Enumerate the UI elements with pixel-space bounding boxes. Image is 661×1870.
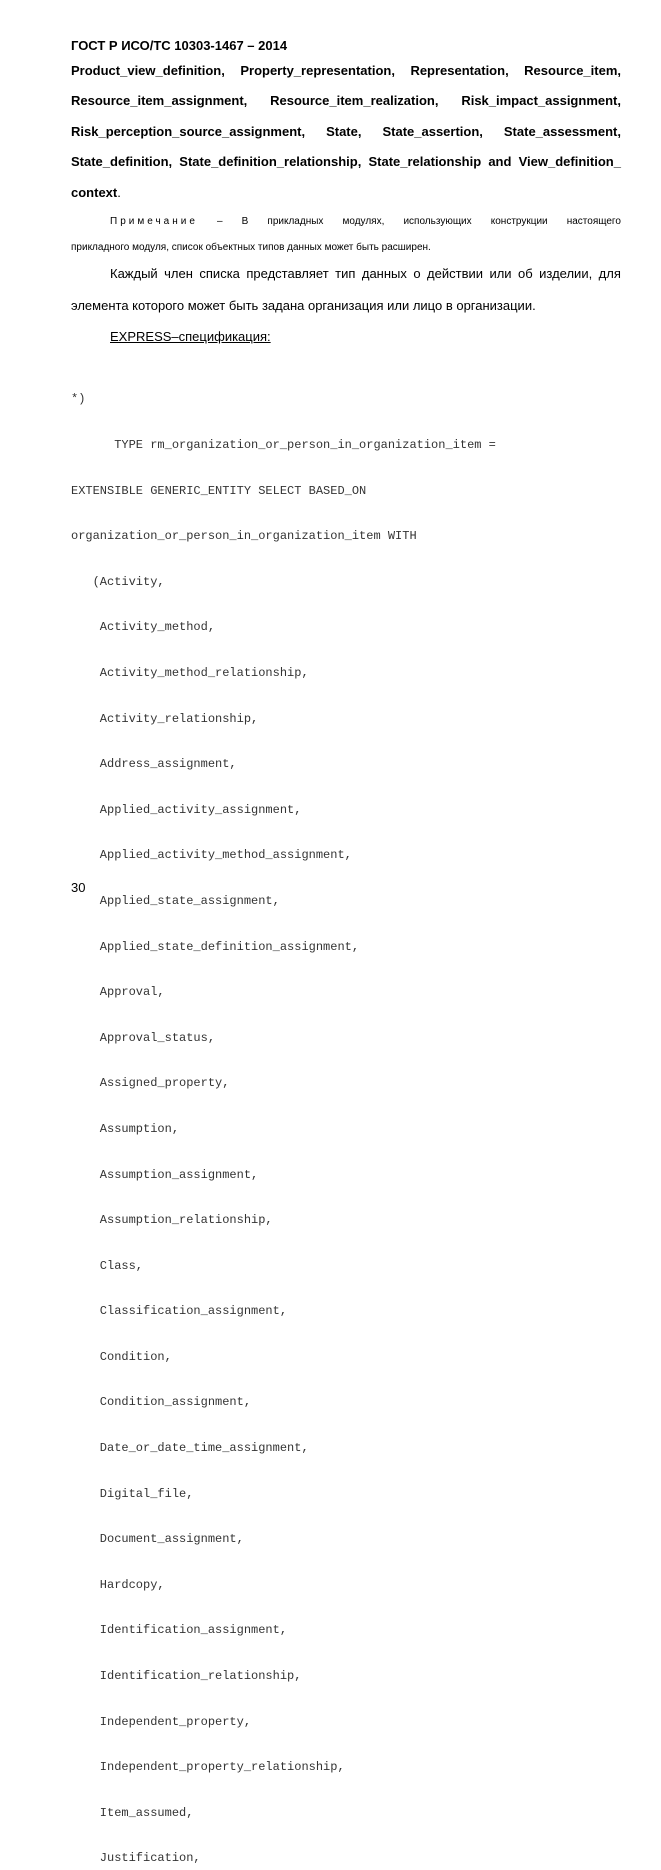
code-line: Identification_relationship,: [71, 1669, 302, 1684]
entity-word: State,: [326, 124, 362, 139]
paragraph-word: тип: [335, 266, 356, 281]
paragraph-word: для: [598, 266, 621, 281]
entity-line-1: [71, 63, 621, 79]
express-spec-heading: EXPRESS–спецификация:: [110, 329, 271, 344]
entity-line-5: [71, 185, 121, 201]
entity-word: Resource_item,: [524, 63, 621, 78]
note-word: конструкции: [490, 216, 548, 227]
code-line: Assigned_property,: [71, 1076, 230, 1091]
paragraph-word: действии: [427, 266, 483, 281]
code-line: (Activity,: [71, 574, 165, 589]
code-line: Assumption_relationship,: [71, 1213, 273, 1228]
code-line: Classification_assignment,: [71, 1304, 288, 1319]
paragraph-word: или: [489, 266, 512, 281]
entity-word: and: [488, 154, 512, 169]
note-line-1: [110, 215, 621, 228]
entity-word: State_definition_relationship,: [179, 154, 362, 169]
code-line: Hardcopy,: [71, 1577, 165, 1592]
paragraph-word: об: [518, 266, 533, 281]
entity-line-2: [71, 93, 621, 109]
code-line: organization_or_person_in_organization_item WITH: [71, 529, 417, 544]
paragraph-line-1: [110, 266, 621, 282]
code-line: Assumption_assignment,: [71, 1167, 259, 1182]
code-line: Class,: [71, 1258, 144, 1273]
code-line: *): [71, 392, 86, 407]
paragraph-word: представляет: [246, 266, 329, 281]
paragraph-word: член: [164, 266, 193, 281]
entity-word: Risk_impact_assignment,: [461, 93, 621, 108]
page-header: ГОСТ Р ИСО/ТС 10303-1467 – 2014: [71, 38, 288, 53]
note-word: прикладных: [267, 216, 324, 227]
note-word: настоящего: [566, 216, 621, 227]
entity-word: State_assessment,: [503, 124, 621, 139]
entity-word: Product_view_definition,: [71, 63, 225, 78]
code-line: Date_or_date_time_assignment,: [71, 1441, 309, 1456]
note-line-2: прикладного модуля, список объектных типов данных может быть расширен.: [71, 242, 431, 253]
page-number: 30: [71, 880, 86, 895]
entity-line-4: [71, 154, 621, 170]
code-line: Condition_assignment,: [71, 1395, 252, 1410]
entity-word: State_relationship: [368, 154, 482, 169]
code-line: Identification_assignment,: [71, 1623, 288, 1638]
code-line: Approval,: [71, 985, 165, 1000]
paragraph-word: о: [413, 266, 421, 281]
code-line: Document_assignment,: [71, 1532, 244, 1547]
entity-word: State_assertion,: [382, 124, 483, 139]
express-code-block: [71, 362, 496, 1870]
code-line: TYPE rm_organization_or_person_in_organization_item =: [71, 438, 496, 452]
paragraph-word: изделии,: [539, 266, 593, 281]
code-line: Digital_file,: [71, 1486, 194, 1501]
entity-line-3: [71, 124, 621, 140]
code-line: Item_assumed,: [71, 1805, 194, 1820]
code-line: Assumption,: [71, 1121, 180, 1136]
paragraph-word: данных: [361, 266, 407, 281]
note-word: В: [241, 216, 249, 227]
note-label: Примечание: [110, 216, 198, 227]
note-word: модулях,: [342, 216, 385, 227]
entity-word: Resource_item_realization,: [270, 93, 439, 108]
note-word: использующих: [403, 216, 472, 227]
code-line: Applied_activity_assignment,: [71, 802, 302, 817]
code-line: Independent_property,: [71, 1714, 252, 1729]
code-line: Applied_activity_method_assignment,: [71, 848, 352, 863]
entity-word: context: [71, 185, 118, 200]
code-line: Address_assignment,: [71, 757, 237, 772]
code-line: Activity_relationship,: [71, 711, 259, 726]
code-line: Activity_method,: [71, 620, 216, 635]
entity-tail: .: [117, 185, 121, 200]
code-line: EXTENSIBLE GENERIC_ENTITY SELECT BASED_ON: [71, 483, 367, 498]
code-line: Approval_status,: [71, 1030, 216, 1045]
code-line: Condition,: [71, 1349, 172, 1364]
entity-word: Representation,: [410, 63, 509, 78]
note-dash: –: [216, 216, 223, 227]
paragraph-word: списка: [199, 266, 240, 281]
paragraph-word: Каждый: [110, 266, 158, 281]
code-line: Activity_method_relationship,: [71, 665, 309, 680]
entity-word: Property_representation,: [240, 63, 395, 78]
code-line: Independent_property_relationship,: [71, 1760, 345, 1775]
entity-word: View_definition_: [518, 154, 621, 169]
code-line: Applied_state_definition_assignment,: [71, 939, 360, 954]
paragraph-line-2: элемента которого может быть задана организация или лицо в организации.: [71, 298, 536, 313]
entity-word: Risk_perception_source_assignment,: [71, 124, 306, 139]
code-line: Justification,: [71, 1851, 201, 1866]
code-line: Applied_state_assignment,: [71, 893, 280, 908]
entity-word: Resource_item_assignment,: [71, 93, 248, 108]
entity-word: State_definition,: [71, 154, 173, 169]
